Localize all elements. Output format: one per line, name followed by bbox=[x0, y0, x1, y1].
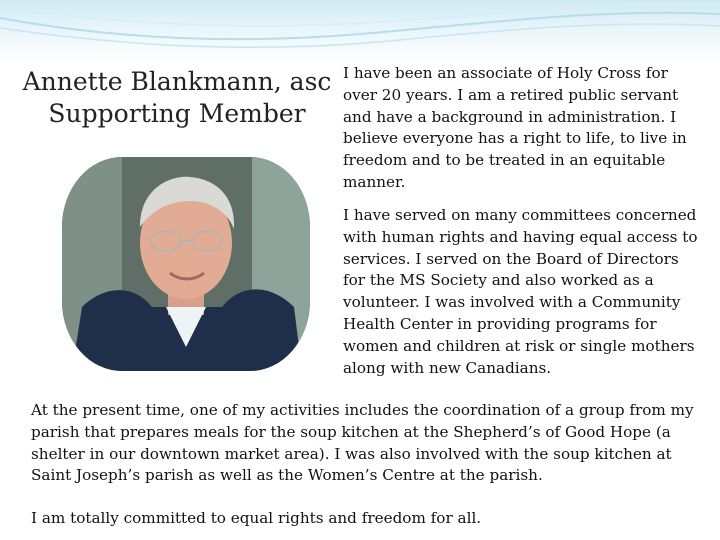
slide-title bbox=[18, 66, 336, 130]
decorative-top-band bbox=[0, 0, 720, 62]
wave-decoration bbox=[0, 0, 720, 62]
paragraph-intro: I have been an associate of Holy Cross for over 20 years. I am a retired public servant and have a background in administration. I believe everyone has a right to life, to live in freedom and to be treated in an equitable manner. bbox=[343, 64, 687, 191]
portrait-illustration bbox=[62, 157, 310, 371]
paragraph-activities: At the present time, one of my activities includes the coordination of a group from my parish that prepares meals for the soup kitchen at the Shepherd’s of Good Hope (a shelter in our downtown market area). I was also involved with the soup kitchen at Saint Joseph’s parish as well as the Women’s Centre at the parish. bbox=[31, 401, 694, 485]
portrait-photo bbox=[62, 157, 310, 371]
paragraph-committees: I have served on many committees concerned with human rights and having equal access to services. I served on the Board of Directors for the MS Society and also worked as a volunteer. I was involved with a Community Health Center in providing programs for women and children at risk or single mothers along with new Canadians. bbox=[343, 206, 698, 377]
paragraph-commitment: I am totally committed to equal rights and freedom for all. bbox=[31, 509, 482, 527]
member-role: Supporting Member bbox=[48, 99, 306, 128]
member-name: Annette Blankmann, asc bbox=[22, 67, 332, 96]
